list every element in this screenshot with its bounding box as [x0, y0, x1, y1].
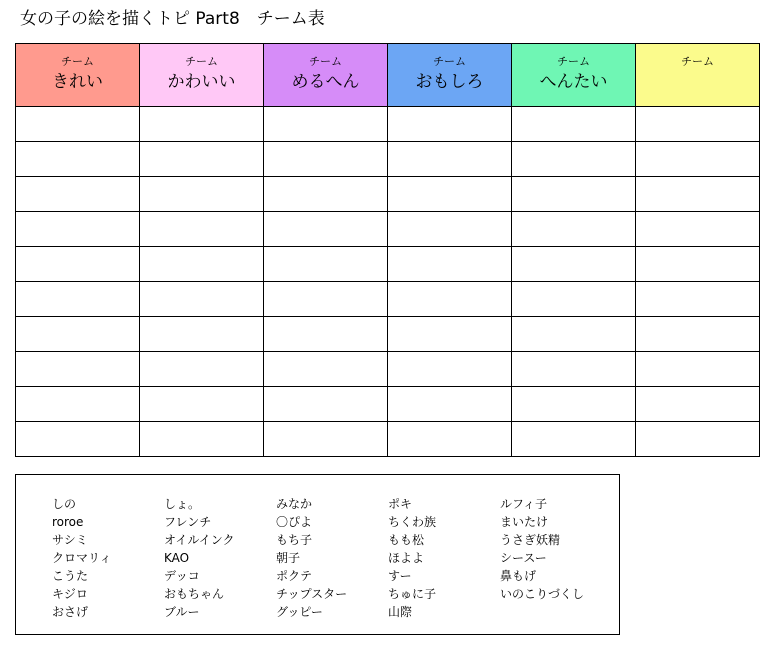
team-member-cell [264, 422, 388, 457]
team-member-cell [140, 212, 264, 247]
member-name: ポキ [388, 497, 413, 511]
team-table-body [16, 107, 760, 457]
team-member-cell [140, 352, 264, 387]
member-name: 山際 [388, 605, 413, 619]
team-header-omoshiro [388, 44, 512, 107]
member-name: シースー [500, 551, 547, 565]
team-member-cell [512, 387, 636, 422]
team-member-cell [16, 387, 140, 422]
team-member-cell [388, 387, 512, 422]
team-member-row [16, 422, 760, 457]
member-name: おもちゃん [164, 587, 225, 601]
team-member-cell [512, 317, 636, 352]
member-name: サシミ [52, 533, 88, 547]
member-name: 朝子 [276, 551, 301, 565]
team-member-cell [636, 422, 760, 457]
team-member-cell [16, 317, 140, 352]
team-member-cell [388, 107, 512, 142]
member-name: みなか [276, 497, 313, 511]
team-member-cell [512, 107, 636, 142]
team-member-cell [264, 142, 388, 177]
member-name: roroe [52, 515, 84, 529]
member-name: 〇ぴよ [276, 515, 313, 529]
team-member-cell [636, 107, 760, 142]
member-name: フレンチ [164, 515, 212, 529]
member-name: しょ。 [164, 497, 201, 511]
team-member-cell [512, 282, 636, 317]
member-name: まいたけ [500, 515, 549, 529]
member-name: すー [388, 569, 412, 583]
team-member-cell [264, 317, 388, 352]
team-member-cell [388, 212, 512, 247]
team-member-cell [512, 142, 636, 177]
team-member-cell [140, 107, 264, 142]
team-member-cell [636, 317, 760, 352]
member-column [276, 495, 347, 621]
team-member-cell [388, 352, 512, 387]
page-title: 女の子の絵を描くトピ Part8 チーム表 [20, 9, 325, 29]
team-prefix: チーム [61, 55, 94, 68]
team-member-cell [636, 352, 760, 387]
team-member-cell [16, 352, 140, 387]
team-header-hentai [512, 44, 636, 107]
team-member-cell [140, 422, 264, 457]
member-name: クロマリィ [52, 551, 112, 565]
team-name: めるへん [291, 72, 360, 92]
team-member-cell [16, 177, 140, 212]
team-member-cell [388, 142, 512, 177]
team-member-cell [388, 247, 512, 282]
member-name: もも松 [388, 533, 425, 547]
team-member-row [16, 212, 760, 247]
team-member-cell [16, 107, 140, 142]
team-member-cell [264, 352, 388, 387]
team-member-cell [512, 177, 636, 212]
member-name: ブルー [164, 605, 200, 619]
team-member-cell [636, 247, 760, 282]
team-member-row [16, 177, 760, 212]
team-member-cell [140, 282, 264, 317]
team-header-row [16, 44, 760, 107]
member-name: ポクテ [276, 569, 313, 583]
team-member-cell [140, 177, 264, 212]
member-name: ルフィ子 [500, 497, 548, 511]
team-member-cell [388, 422, 512, 457]
team-member-cell [264, 212, 388, 247]
team-member-row [16, 387, 760, 422]
team-member-cell [264, 282, 388, 317]
member-column [500, 495, 584, 603]
team-member-row [16, 282, 760, 317]
team-name: かわいい [167, 72, 236, 92]
team-prefix: チーム [681, 55, 714, 68]
team-name: きれい [52, 72, 103, 92]
team-member-cell [16, 282, 140, 317]
team-member-cell [388, 282, 512, 317]
team-member-cell [16, 422, 140, 457]
team-member-cell [264, 107, 388, 142]
member-name: おさげ [52, 605, 89, 619]
member-name: こうた [52, 569, 89, 583]
team-header-meruhen [264, 44, 388, 107]
team-member-cell [636, 142, 760, 177]
team-member-cell [388, 177, 512, 212]
member-name: ほよよ [388, 551, 425, 565]
team-member-cell [140, 247, 264, 282]
member-name: オイルインク [164, 533, 235, 547]
team-member-cell [512, 352, 636, 387]
team-member-cell [16, 247, 140, 282]
member-name: ちゅに子 [388, 587, 437, 601]
team-member-cell [140, 317, 264, 352]
team-name: へんたい [539, 72, 608, 92]
team-header-unnamed [636, 44, 760, 107]
team-member-row [16, 317, 760, 352]
team-member-cell [264, 177, 388, 212]
team-header-kirei [16, 44, 140, 107]
team-prefix: チーム [433, 55, 466, 68]
team-prefix: チーム [309, 55, 342, 68]
team-member-row [16, 107, 760, 142]
team-member-cell [264, 387, 388, 422]
member-name: うさぎ妖精 [500, 533, 561, 547]
team-header-kawaii [140, 44, 264, 107]
team-member-row [16, 247, 760, 282]
team-member-cell [140, 387, 264, 422]
team-member-cell [16, 212, 140, 247]
team-member-cell [512, 212, 636, 247]
member-name: グッピー [276, 605, 323, 619]
team-member-cell [140, 142, 264, 177]
team-member-cell [636, 177, 760, 212]
team-member-cell [636, 282, 760, 317]
team-name: おもしろ [415, 72, 484, 92]
team-member-row [16, 142, 760, 177]
team-member-cell [636, 387, 760, 422]
member-name: しの [52, 497, 77, 511]
team-prefix: チーム [557, 55, 590, 68]
team-member-cell [512, 247, 636, 282]
team-member-cell [512, 422, 636, 457]
team-member-row [16, 352, 760, 387]
team-table [15, 43, 760, 457]
member-column [164, 495, 235, 621]
member-list-box [15, 474, 620, 635]
member-name: ちくわ族 [388, 515, 437, 529]
member-name: キジロ [52, 587, 88, 601]
member-name: 鼻もげ [500, 569, 537, 583]
member-column [52, 495, 112, 621]
member-name: チップスター [276, 587, 348, 601]
member-name: KAO [164, 551, 190, 565]
team-member-cell [16, 142, 140, 177]
member-name: いのこりづくし [500, 587, 585, 601]
team-member-cell [264, 247, 388, 282]
team-member-cell [388, 317, 512, 352]
member-name: もち子 [276, 533, 313, 547]
member-name: デッコ [164, 569, 200, 583]
member-column [388, 495, 436, 621]
team-member-cell [636, 212, 760, 247]
team-prefix: チーム [185, 55, 218, 68]
